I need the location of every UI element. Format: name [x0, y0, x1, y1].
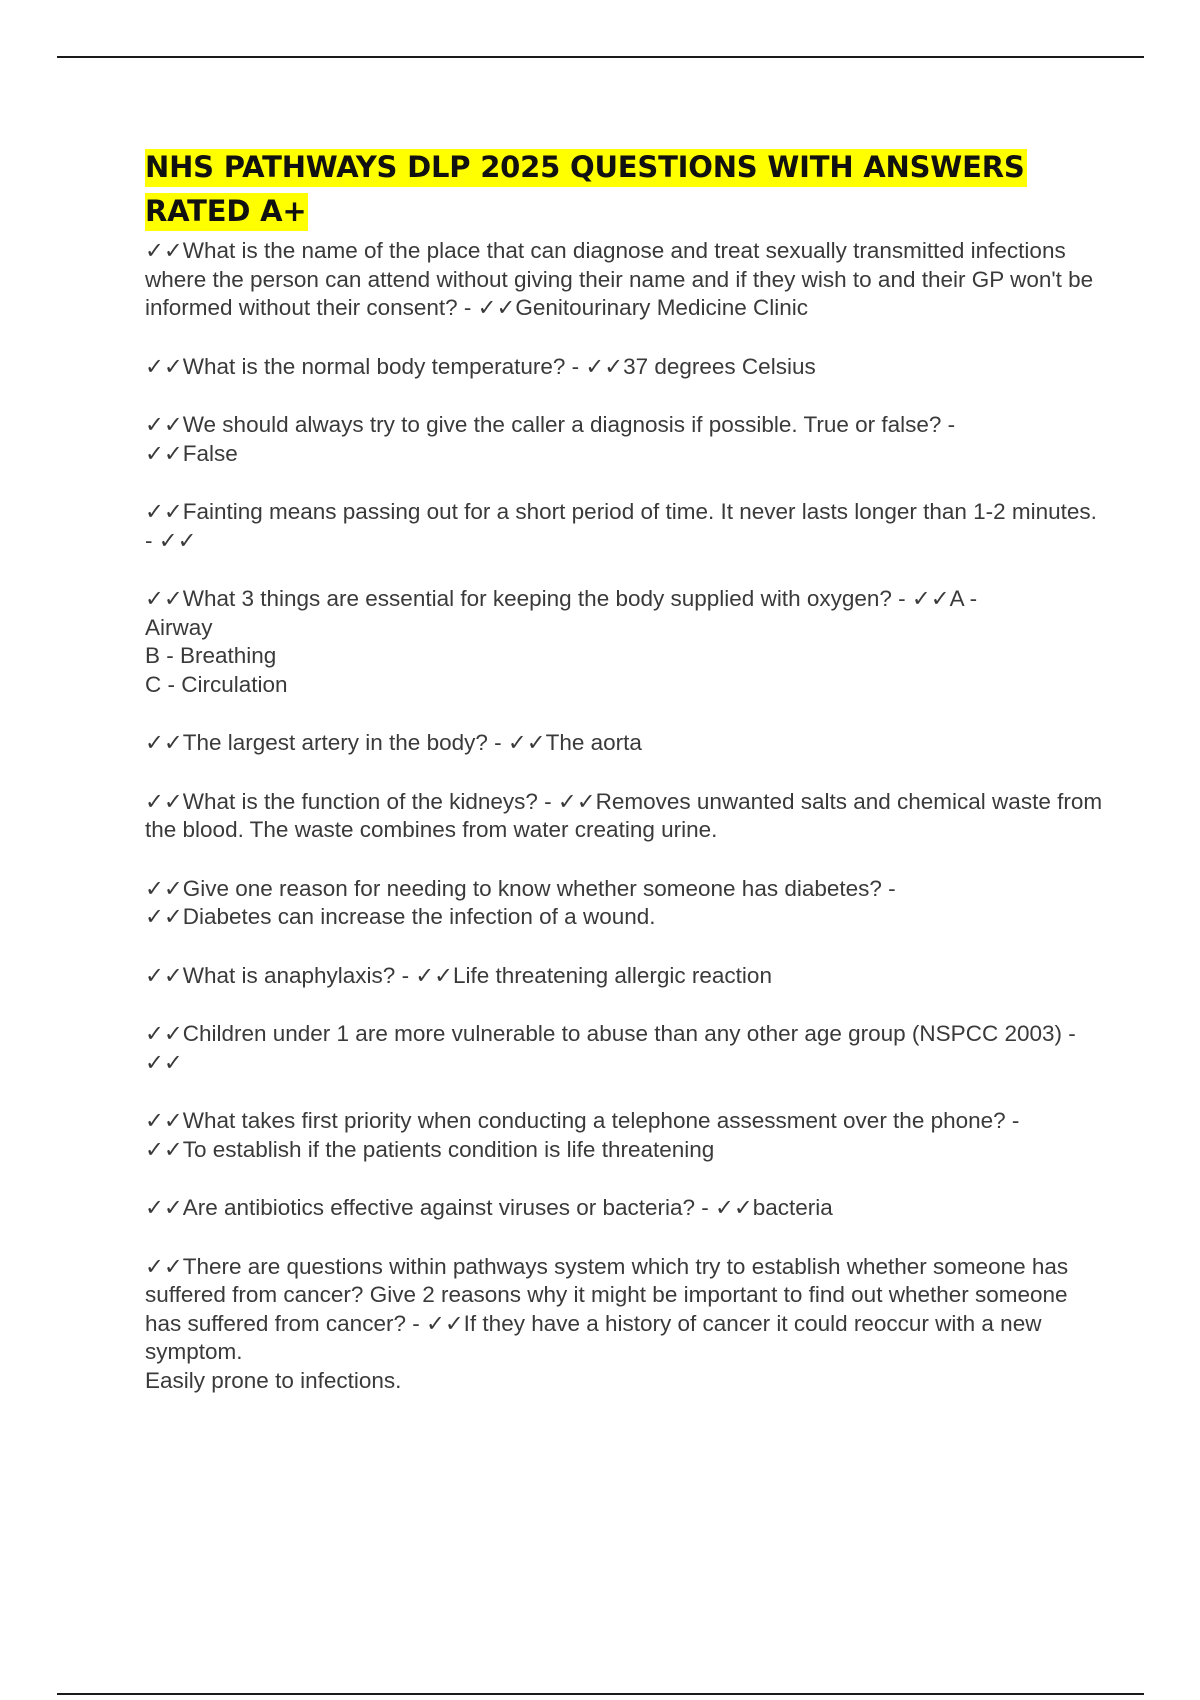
footer-rule	[57, 1693, 1144, 1695]
qa-item: ✓✓Children under 1 are more vulnerable to abuse than any other age group (NSPCC 2003) - ✓✓	[145, 1021, 1076, 1075]
qa-item: ✓✓Give one reason for needing to know whether someone has diabetes? - ✓✓Diabetes can increase the infection of a wound.	[145, 875, 896, 929]
qa-item: ✓✓What is the normal body temperature? - ✓✓37 degrees Celsius	[145, 353, 816, 379]
qa-item: ✓✓The largest artery in the body? - ✓✓The aorta	[145, 730, 642, 755]
qa-item: ✓✓We should always try to give the caller a diagnosis if possible. True or false? - ✓✓False	[145, 412, 956, 466]
qa-item: ✓✓Fainting means passing out for a short period of time. It never lasts longer than 1-2 minutes. - ✓✓	[145, 499, 1097, 553]
qa-item: ✓✓What takes first priority when conducting a telephone assessment over the phone? - ✓✓To establish if the patients condition is life threatening	[145, 1108, 1020, 1162]
qa-list	[145, 237, 1105, 1395]
title-highlight: NHS PATHWAYS DLP 2025 QUESTIONS WITH ANSWERS RATED A+	[145, 149, 1027, 231]
document-title	[145, 145, 1105, 233]
qa-item: ✓✓What is the name of the place that can diagnose and treat sexually transmitted infections where the person can attend without giving their name and if they wish to and their GP won't be informed without their consent? - ✓✓Genitourinary Medicine Clinic	[145, 238, 1094, 320]
page-content	[145, 145, 1105, 1425]
qa-item: ✓✓What is anaphylaxis? - ✓✓Life threatening allergic reaction	[145, 962, 772, 988]
qa-item: ✓✓What is the function of the kidneys? - ✓✓Removes unwanted salts and chemical waste from the blood. The waste combines from water creating urine.	[145, 788, 1103, 842]
qa-item: ✓✓There are questions within pathways system which try to establish whether someone has suffered from cancer? Give 2 reasons why it might be important to find out whether someone has suffered from cancer? - ✓✓If they have a history of cancer it could reoccur with a new symptom. Easily prone to infections.	[145, 1253, 1069, 1393]
qa-item: ✓✓What 3 things are essential for keeping the body supplied with oxygen? - ✓✓A - Airway B - Breathing C - Circulation	[145, 586, 978, 697]
header-rule	[57, 56, 1144, 58]
qa-item: ✓✓Are antibiotics effective against viruses or bacteria? - ✓✓bacteria	[145, 1195, 833, 1220]
